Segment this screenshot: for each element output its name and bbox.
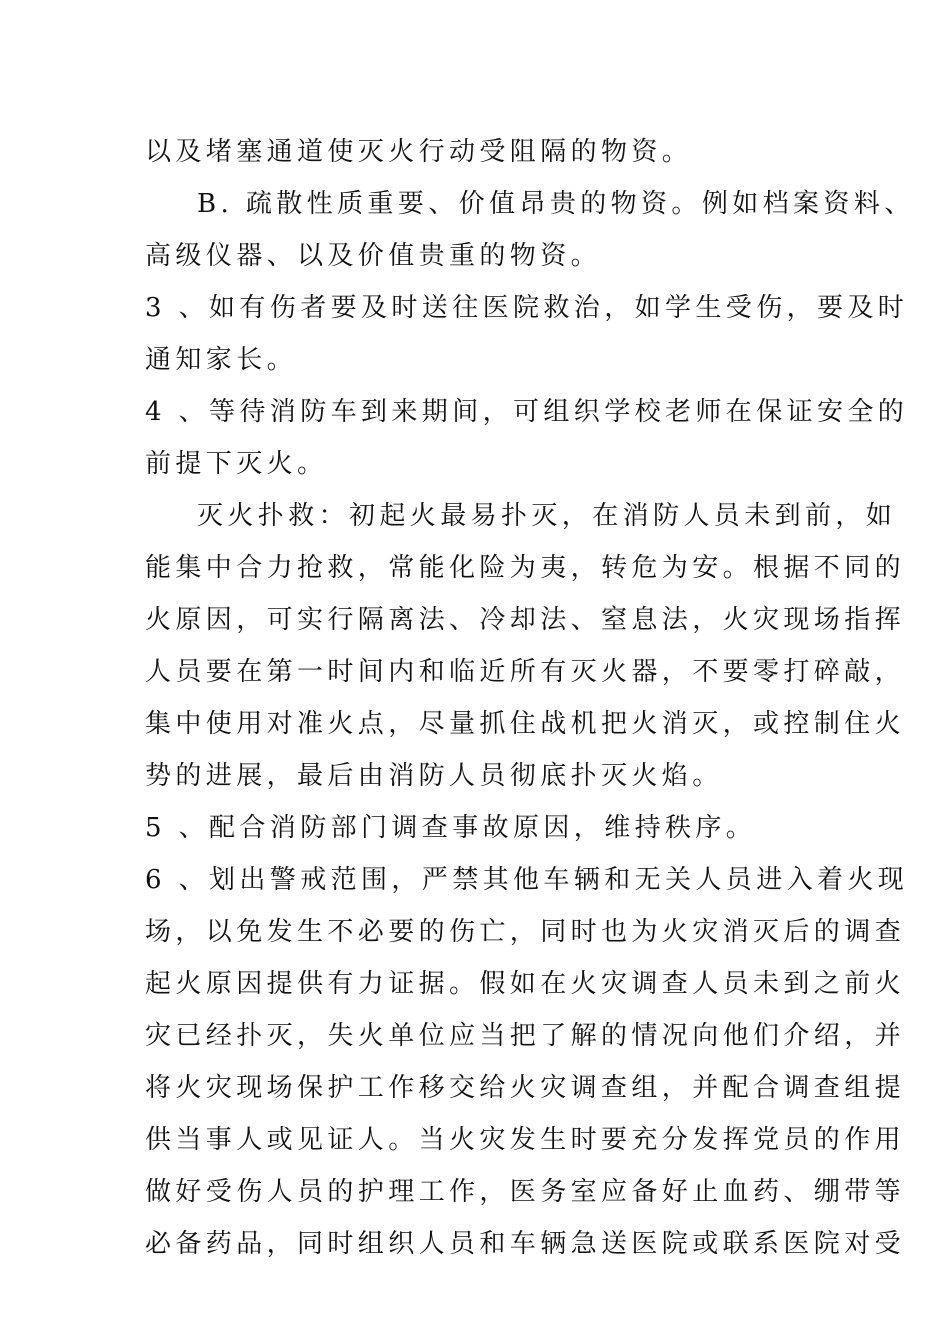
text-line: 做好受伤人员的护理工作，医务室应备好止血药、绷带等: [145, 1177, 906, 1207]
text-line: 5 、配合消防部门调查事故原因，维持秩序。: [145, 813, 757, 843]
text-line: 灭火扑救：初起火最易扑灭，在消防人员未到前，如: [197, 501, 897, 531]
text-line: 通知家长。: [145, 345, 298, 375]
document-body: [145, 126, 915, 1270]
text-line: 前提下灭火。: [145, 449, 328, 479]
text-line: 3 、如有伤者要及时送往医院救治，如学生受伤，要及时: [145, 293, 909, 323]
text-line: 灾已经扑灭，失火单位应当把了解的情况向他们介绍，并: [145, 1021, 906, 1051]
text-line: 人员要在第一时间内和临近所有灭火器，不要零打碎敲，: [145, 657, 906, 687]
text-line: 场，以免发生不必要的伤亡，同时也为火灾消灭后的调查: [145, 917, 906, 947]
text-line: B. 疏散性质重要、价值昂贵的物资。例如档案资料、: [197, 189, 915, 219]
text-line: 高级仪器、以及价值贵重的物资。: [145, 241, 602, 271]
text-line: 集中使用对准火点，尽量抓住战机把火消灭，或控制住火: [145, 709, 906, 739]
text-line: 火原因，可实行隔离法、冷却法、窒息法，火灾现场指挥: [145, 605, 906, 635]
text-line: 将火灾现场保护工作移交给火灾调查组，并配合调查组提: [145, 1073, 906, 1103]
text-line: 4 、等待消防车到来期间，可组织学校老师在保证安全的: [145, 397, 909, 427]
text-line: 必备药品，同时组织人员和车辆急送医院或联系医院对受: [145, 1229, 906, 1259]
text-line: 能集中合力抢救，常能化险为夷，转危为安。根据不同的: [145, 553, 906, 583]
text-line: 起火原因提供有力证据。假如在火灾调查人员未到之前火: [145, 969, 906, 999]
text-line: 6 、划出警戒范围，严禁其他车辆和无关人员进入着火现: [145, 865, 909, 895]
text-line: 势的进展，最后由消防人员彻底扑灭火焰。: [145, 761, 723, 791]
text-line: 供当事人或见证人。当火灾发生时要充分发挥党员的作用: [145, 1125, 906, 1155]
text-line: 以及堵塞通道使灭火行动受阻隔的物资。: [145, 137, 693, 167]
